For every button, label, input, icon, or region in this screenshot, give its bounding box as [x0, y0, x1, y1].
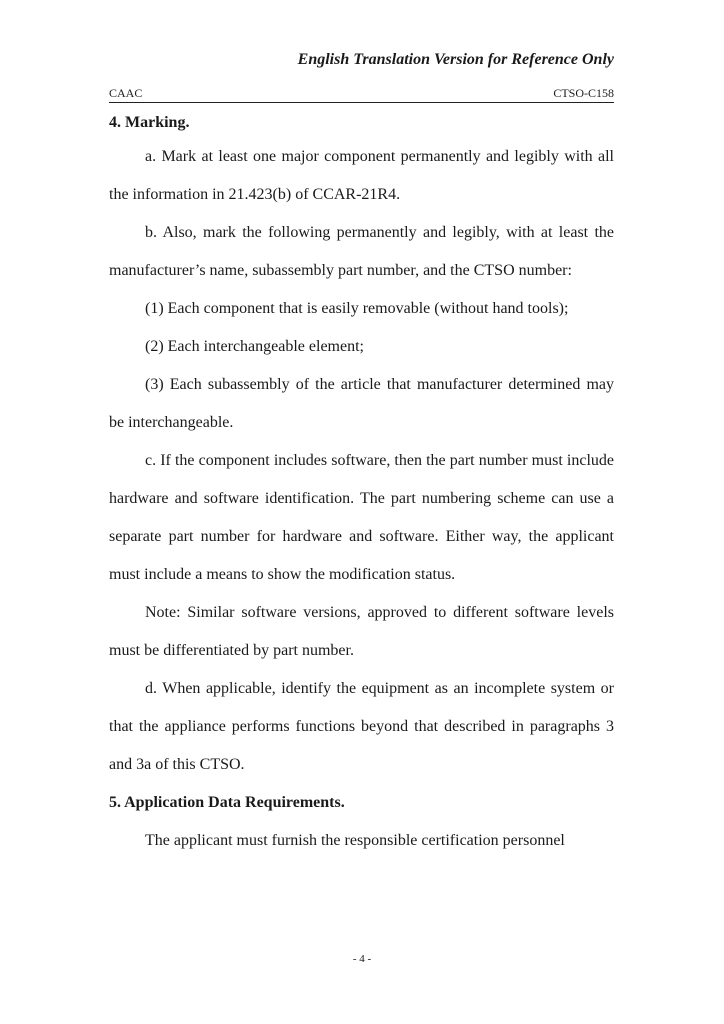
- paragraph-5-intro: The applicant must furnish the responsible certification personnel: [145, 832, 565, 849]
- section-heading-application-data: 5. Application Data Requirements.: [109, 794, 345, 811]
- page-number: - 4 -: [352, 953, 372, 965]
- header-left-caac: CAAC: [109, 86, 143, 100]
- running-header: [109, 84, 614, 103]
- translation-note: English Translation Version for Reference Only: [297, 51, 614, 68]
- list-item-1: (1) Each component that is easily removable (without hand tools);: [145, 300, 569, 317]
- document-body: [109, 108, 614, 860]
- list-item-2: (2) Each interchangeable element;: [145, 338, 364, 355]
- section-heading-marking: 4. Marking.: [109, 114, 190, 131]
- paragraph-4d: d. When applicable, identify the equipment as an incomplete system or that the appliance performs functions beyond that described in paragraphs 3 and 3a of this CTSO.: [109, 680, 614, 773]
- note-paragraph: Note: Similar software versions, approved to different software levels must be differentiated by part number.: [109, 604, 614, 659]
- list-item-3: (3) Each subassembly of the article that manufacturer determined may be interchangeable.: [109, 376, 614, 431]
- paragraph-4c: c. If the component includes software, then the part number must include hardware and software identification. The part numbering scheme can use a separate part number for hardware and software. Either way, the applicant must include a means to show the modification status.: [109, 452, 614, 583]
- header-right-doc-id: CTSO-C158: [553, 86, 614, 100]
- paragraph-4a: a. Mark at least one major component permanently and legibly with all the information in 21.423(b) of CCAR-21R4.: [109, 148, 614, 203]
- paragraph-4b: b. Also, mark the following permanently and legibly, with at least the manufacturer’s name, subassembly part number, and the CTSO number:: [109, 224, 614, 279]
